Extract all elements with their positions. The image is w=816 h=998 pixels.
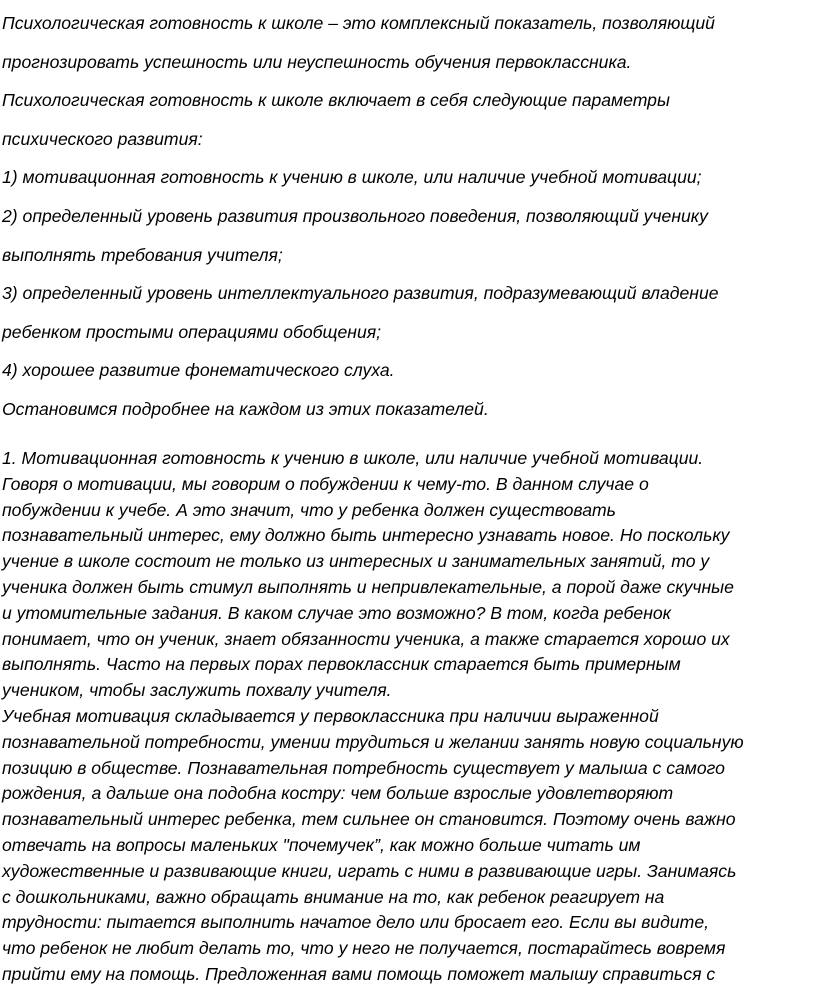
body-line: Говоря о мотивации, мы говорим о побуждении к чему-то. В данном случае о [2,473,649,494]
intro-line: Психологическая готовность к школе включает в себя следующие параметры [2,90,670,111]
body-line: что ребенок не любит делать то, что у него не получается, постарайтесь вовремя [2,938,726,959]
section-motivation [2,446,814,988]
intro-closing-line: Остановимся подробнее на каждом из этих показателей. [2,398,489,419]
intro-paragraphs [2,4,814,429]
body-line: художественные и развивающие книги, играть с ними в развивающие игры. Занимаясь [2,860,737,881]
body-line: ученика должен быть стимул выполнять и непривлекательные, а порой даже скучные [2,576,734,597]
list-item-1: 1) мотивационная готовность к учению в школе, или наличие учебной мотивации; [2,167,702,188]
body-line: позицию в обществе. Познавательная потребность существует у малыша с самого [2,757,725,778]
body-line: учеником, чтобы заслужить похвалу учителя. [2,680,392,701]
body-line: выполнять. Часто на первых порах первоклассник старается быть примерным [2,654,681,675]
body-line: учение в школе состоит не только из интересных и занимательных занятий, то у [2,551,710,572]
body-line: и утомительные задания. В каком случае это возможно? В том, когда ребенок [2,602,671,623]
intro-line: прогнозировать успешность или неуспешность обучения первоклассника. [2,51,632,72]
body-line: познавательный интерес ребенка, тем сильнее он становится. Поэтому очень важно [2,809,736,830]
body-line: рождения, а дальше она подобна костру: чем больше взрослые удовлетворяют [2,783,674,804]
section-heading: 1. Мотивационная готовность к учению в школе, или наличие учебной мотивации. [2,448,704,468]
body-line: понимает, что он ученик, знает обязанности ученика, а также старается хорошо их [2,628,730,649]
body-line: трудности: пытается выполнить начатое дело или бросает его. Если вы видите, [2,912,710,933]
list-item-3: 3) определенный уровень интеллектуального развития, подразумевающий владение [2,283,719,304]
intro-line: психического развития: [2,128,203,149]
body-line: познавательный интерес, ему должно быть интересно узнавать новое. Но поскольку [2,525,730,546]
list-item-2-cont: выполнять требования учителя; [2,244,283,265]
list-item-4: 4) хорошее развитие фонематического слуха. [2,360,395,381]
intro-line: Психологическая готовность к школе – это комплексный показатель, позволяющий [2,13,715,33]
body-line: прийти ему на помощь. Предложенная вами помощь поможет малышу справиться с [2,963,716,984]
body-line: Учебная мотивация складывается у первоклассника при наличии выраженной [2,705,659,726]
body-line: отвечать на вопросы маленьких "почемучек”, как можно больше читать им [2,834,641,855]
list-item-2: 2) определенный уровень развития произвольного поведения, позволяющий ученику [2,205,708,226]
body-line: побуждении к учебе. А это значит, что у ребенка должен существовать [2,499,616,520]
list-item-3-cont: ребенком простыми операциями обобщения; [2,321,382,342]
body-line: с дошкольниками, важно обращать внимание на то, как ребенок реагирует на [2,886,665,907]
body-line: познавательной потребности, умении трудиться и желании занять новую социальную [2,731,744,752]
